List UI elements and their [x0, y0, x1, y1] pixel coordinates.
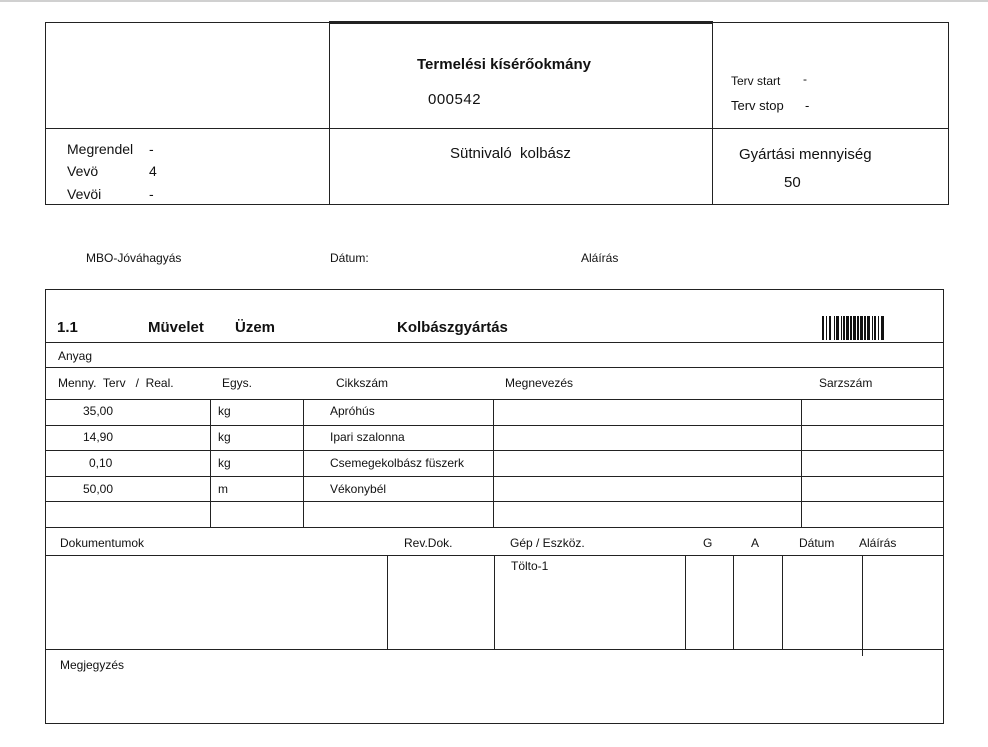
row-unit: kg [218, 404, 231, 418]
document-number: 000542 [428, 91, 482, 108]
customer2-label: Vevöi [67, 186, 102, 202]
notes-label: Megjegyzés [60, 658, 125, 672]
col-name-header: Megnevezés [505, 376, 574, 390]
plan-start-label: Terv start [731, 74, 781, 88]
row-qty: 0,10 [89, 456, 113, 470]
customer-value: 4 [149, 163, 157, 179]
plan-stop-label: Terv stop [731, 98, 784, 113]
quantity-value: 50 [784, 174, 801, 191]
plan-start-value: - [803, 72, 807, 86]
operation-number: 1.1 [57, 319, 78, 336]
operation-name: Kolbászgyártás [397, 319, 508, 336]
row-unit: kg [218, 430, 231, 444]
product-name: Sütnivaló kolbász [450, 145, 571, 162]
approval-date-label: Dátum: [330, 251, 369, 265]
approval-signature-label: Aláírás [581, 251, 619, 265]
rev-doc-label: Rev.Dok. [404, 536, 453, 550]
quantity-label: Gyártási mennyiség [739, 146, 872, 163]
g-label: G [703, 536, 713, 550]
documents-date-label: Dátum [799, 536, 835, 550]
plant-label: Üzem [235, 319, 276, 336]
plan-stop-value: - [805, 98, 810, 113]
order-value: - [149, 141, 154, 157]
row-item: Csemegekolbász füszerk [330, 456, 465, 470]
documents-signature-label: Aláírás [859, 536, 897, 550]
document-title: Termelési kísérőokmány [417, 56, 591, 73]
order-label: Megrendel [67, 141, 134, 157]
row-qty: 14,90 [83, 430, 114, 444]
row-qty: 50,00 [83, 482, 114, 496]
page-top-rule [0, 0, 988, 2]
row-unit: m [218, 482, 228, 496]
machine-value: Tölto-1 [511, 559, 549, 573]
documents-label: Dokumentumok [60, 536, 145, 550]
a-label: A [751, 536, 760, 550]
customer-label: Vevö [67, 163, 99, 179]
col-item-no-header: Cikkszám [336, 376, 389, 390]
customer2-value: - [149, 186, 154, 202]
row-unit: kg [218, 456, 231, 470]
row-item: Vékonybél [330, 482, 387, 496]
row-item: Ipari szalonna [330, 430, 405, 444]
material-section-label: Anyag [58, 349, 93, 363]
operation-label: Müvelet [148, 319, 204, 336]
barcode-icon [822, 316, 894, 340]
col-batch-header: Sarzszám [819, 376, 873, 390]
row-item: Apróhús [330, 404, 375, 418]
col-qty-header: Menny. Terv / Real. [58, 376, 174, 390]
machine-tool-label: Gép / Eszköz. [510, 536, 585, 550]
col-unit-header: Egys. [222, 376, 253, 390]
row-qty: 35,00 [83, 404, 114, 418]
mbo-approval-label: MBO-Jóváhagyás [86, 251, 182, 265]
